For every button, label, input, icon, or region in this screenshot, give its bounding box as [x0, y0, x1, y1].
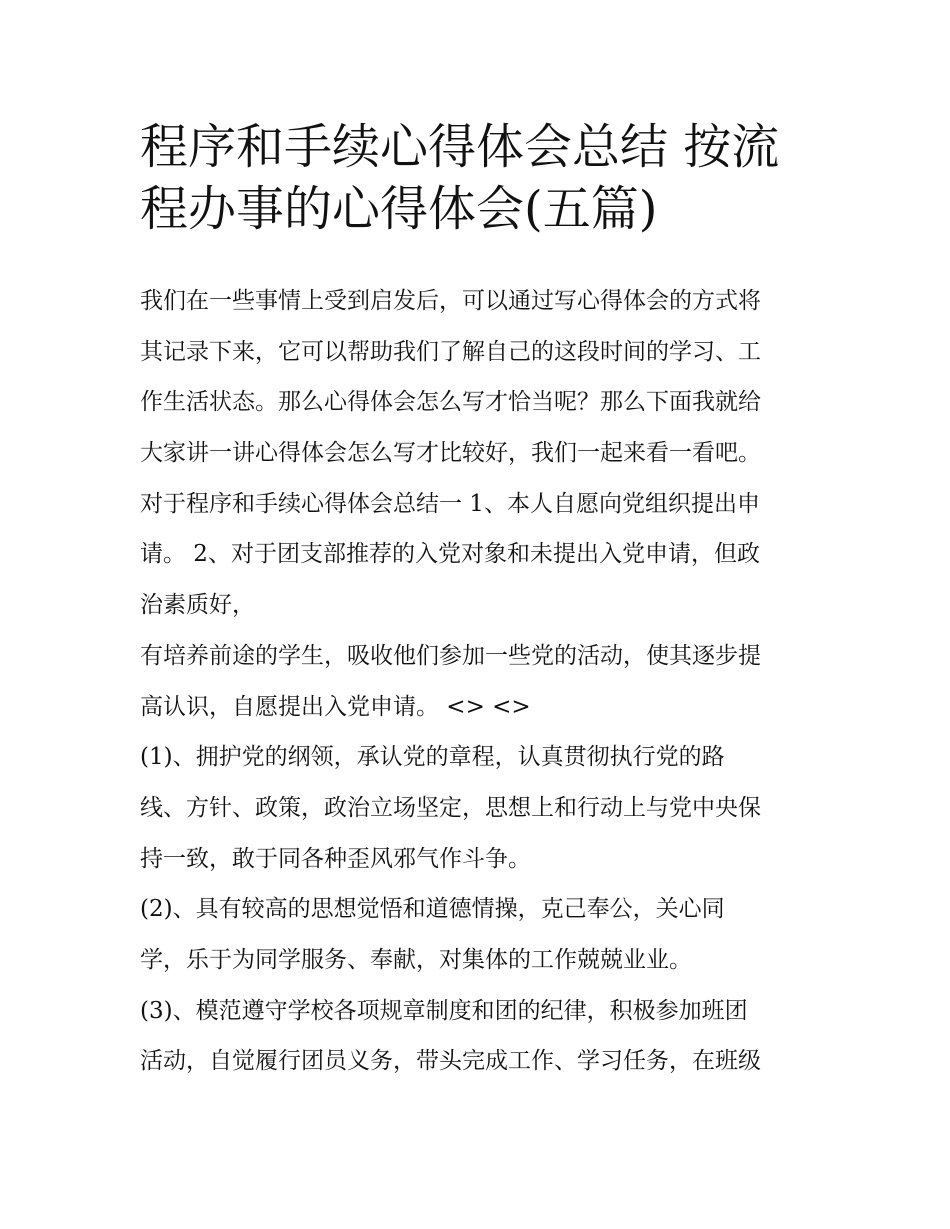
body-line: 高认识，自愿提出入党申请。 <> <> [140, 693, 531, 720]
body-line: 对于程序和手续心得体会总结一 1、本人自愿向党组织提出申 [140, 490, 760, 517]
body-line: 我们在一些事情上受到启发后，可以通过写心得体会的方式将 [140, 288, 761, 314]
body-line: 大家讲一讲心得体会怎么写才比较好，我们一起来看一看吧。 [140, 440, 761, 467]
body-line: 有培养前途的学生，吸收他们参加一些党的活动，使其逐步提 [140, 642, 761, 669]
title-line: 程序和手续心得体会总结 按流 [140, 119, 780, 175]
body-line: (3)、模范遵守学校各项规章制度和团的纪律，积极参加班团 [140, 997, 748, 1024]
body-line: 线、方针、政策，政治立场坚定，思想上和行动上与党中央保 [140, 794, 761, 821]
document-body [140, 276, 820, 1087]
body-line: 其记录下来，它可以帮助我们了解自己的这段时间的学习、工 [140, 338, 761, 365]
title-line: 程办事的心得体会(五篇) [140, 181, 658, 237]
document-title [140, 116, 820, 240]
body-line: 持一致，敢于同各种歪风邪气作斗争。 [140, 845, 531, 872]
body-line: (1)、拥护党的纲领，承认党的章程，认真贯彻执行党的路 [140, 744, 725, 771]
body-line: 学，乐于为同学服务、奉献，对集体的工作兢兢业业。 [140, 946, 692, 973]
body-line: 请。 2、对于团支部推荐的入党对象和未提出入党申请，但政 [140, 541, 760, 568]
body-line: 治素质好， [140, 592, 255, 619]
body-line: 活动，自觉履行团员义务，带头完成工作、学习任务，在班级 [140, 1048, 761, 1075]
body-line: (2)、具有较高的思想觉悟和道德情操，克己奉公，关心同 [140, 896, 725, 923]
body-line: 作生活状态。那么心得体会怎么写才恰当呢？那么下面我就给 [140, 389, 761, 416]
